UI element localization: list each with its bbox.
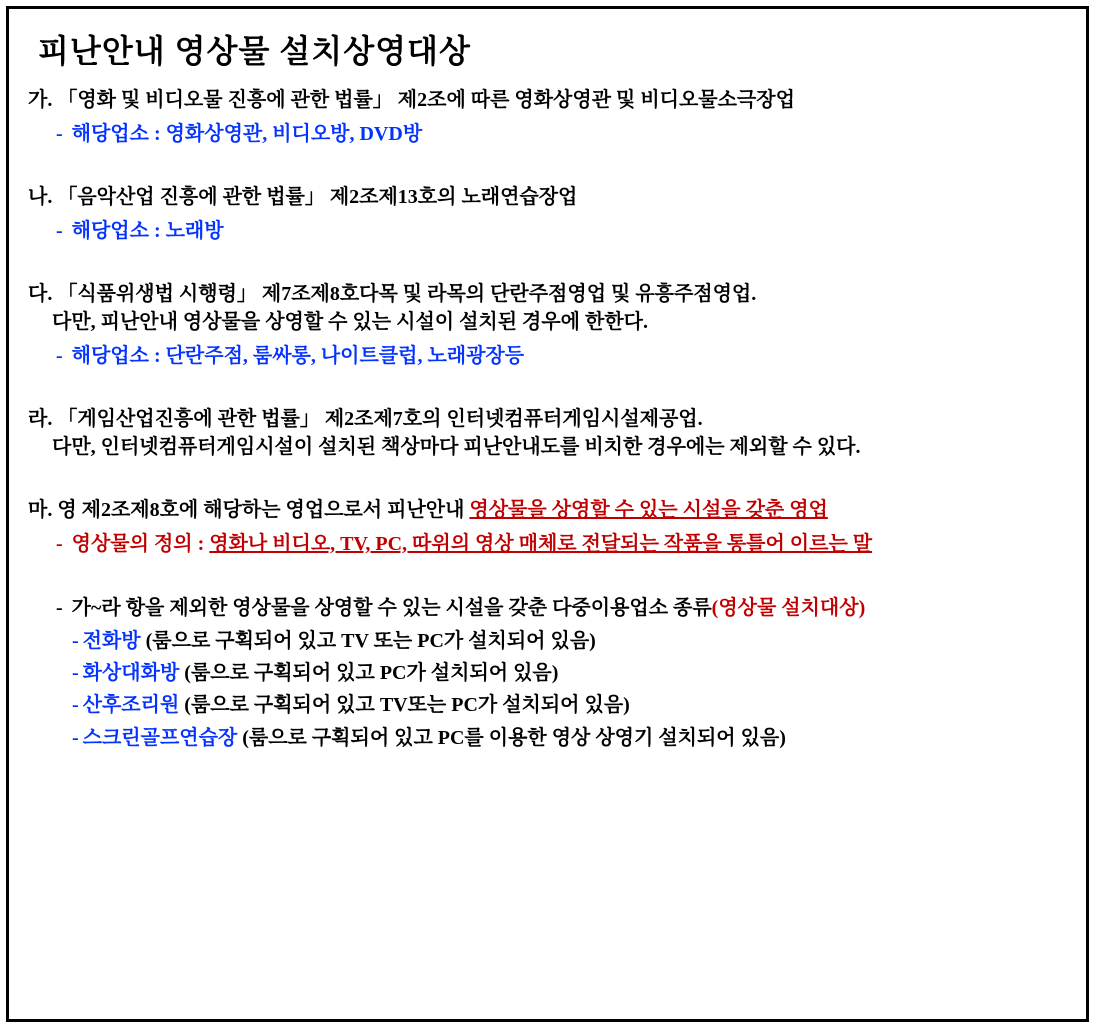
clause-na-sub-label: 해당업소 : 노래방 [71, 220, 224, 243]
list-item [72, 724, 1069, 752]
clause-ma [26, 496, 1069, 559]
list-item [72, 659, 1069, 687]
list-item [72, 627, 1069, 655]
list-item-name: 스크린골프연습장 [82, 726, 238, 749]
list-item-desc: (룸으로 구획되어 있고 PC를 이용한 영상 상영기 설치되어 있음) [242, 726, 786, 749]
closing-block [26, 594, 1069, 752]
clause-na-text: 「음악산업 진흥에 관한 법률」 제2조제13호의 노래연습장업 [57, 185, 578, 208]
list-item-name: 화상대화방 [82, 662, 180, 685]
clause-ma-text-emphasis: 영상물을 상영할 수 있는 시설을 갖춘 영업 [469, 498, 828, 521]
closing-header [56, 594, 1069, 622]
clause-ga-text: 「영화 및 비디오물 진흥에 관한 법률」 제2조에 따른 영화상영관 및 비디오물소극장업 [57, 89, 795, 111]
clause-na-main [28, 183, 1069, 211]
dash-marker: - [72, 629, 79, 652]
clause-da-continuation: 다만, 피난안내 영상물을 상영할 수 있는 시설이 설치된 경우에 한한다. [52, 310, 648, 333]
clause-na-marker: 나. [28, 185, 53, 208]
closing-header-emphasis: (영상물 설치대상) [711, 597, 866, 620]
dash-marker: - [72, 726, 79, 749]
closing-header-text: 가~라 항을 제외한 영상물을 상영할 수 있는 시설을 갖춘 다중이용업소 종류 [71, 597, 712, 620]
clause-ma-sub-label-emphasis: 영화나 비디오, TV, PC, 따위의 영상 매체로 전달되는 작품을 통틀어 이르는 말 [209, 532, 873, 555]
clause-da-sub [56, 342, 1069, 370]
spacer [26, 466, 1069, 482]
clause-ra-continuation: 다만, 인터넷컴퓨터게임시설이 설치된 책상마다 피난안내도를 비치한 경우에는 제외할 수 있다. [52, 436, 861, 459]
clause-ra-main [28, 405, 1069, 433]
clause-na-sub [56, 217, 1069, 245]
dash-marker: - [72, 662, 79, 685]
dash-marker: - [56, 123, 63, 146]
clause-ma-text-prefix: 영 제2조제8호에 해당하는 영업으로서 피난안내 [57, 498, 470, 521]
clause-da-text: 「식품위생법 시행령」 제7조제8호다목 및 라목의 단란주점영업 및 유흥주점영업. [57, 282, 757, 305]
list-item-desc: (룸으로 구획되어 있고 TV 또는 PC가 설치되어 있음) [145, 629, 596, 652]
dash-marker: - [56, 220, 63, 243]
clause-da-marker: 다. [28, 282, 53, 305]
clause-ra [26, 405, 1069, 462]
list-item-desc: (룸으로 구획되어 있고 PC가 설치되어 있음) [184, 662, 559, 685]
clause-ma-main [28, 496, 1069, 524]
clause-ma-sub-label-prefix: 영상물의 정의 : [71, 532, 210, 555]
clause-ga [26, 86, 1069, 149]
clause-da-main [28, 280, 1069, 308]
list-item [72, 691, 1069, 719]
clause-da [26, 280, 1069, 371]
dash-marker: - [56, 532, 63, 555]
dash-marker: - [56, 597, 63, 620]
clause-ga-sub-label: 해당업소 : 영화상영관, 비디오방, DVD방 [71, 123, 423, 146]
spacer [26, 250, 1069, 266]
spacer [26, 375, 1069, 391]
clause-ga-main [28, 86, 1069, 114]
dash-marker: - [56, 345, 63, 368]
clause-ga-sub [56, 120, 1069, 148]
clause-da-sub-label: 해당업소 : 단란주점, 룸싸롱, 나이트클럽, 노래광장등 [71, 345, 525, 368]
list-item-name: 산후조리원 [82, 694, 180, 717]
clause-ma-marker: 마. [28, 498, 53, 521]
list-item-desc: (룸으로 구획되어 있고 TV또는 PC가 설치되어 있음) [184, 694, 630, 717]
spacer [26, 562, 1069, 588]
clause-ma-sub [56, 530, 1069, 558]
dash-marker: - [72, 694, 79, 717]
list-item-name: 전화방 [82, 629, 141, 652]
page-title: 피난안내 영상물 설치상영대상 [38, 33, 471, 69]
clause-ra-marker: 라. [28, 407, 53, 430]
clause-ra-text: 「게임산업진흥에 관한 법률」 제2조제7호의 인터넷컴퓨터게임시설제공업. [57, 407, 703, 430]
clause-ga-marker: 가. [28, 89, 53, 111]
clause-na [26, 183, 1069, 246]
spacer [26, 153, 1069, 169]
